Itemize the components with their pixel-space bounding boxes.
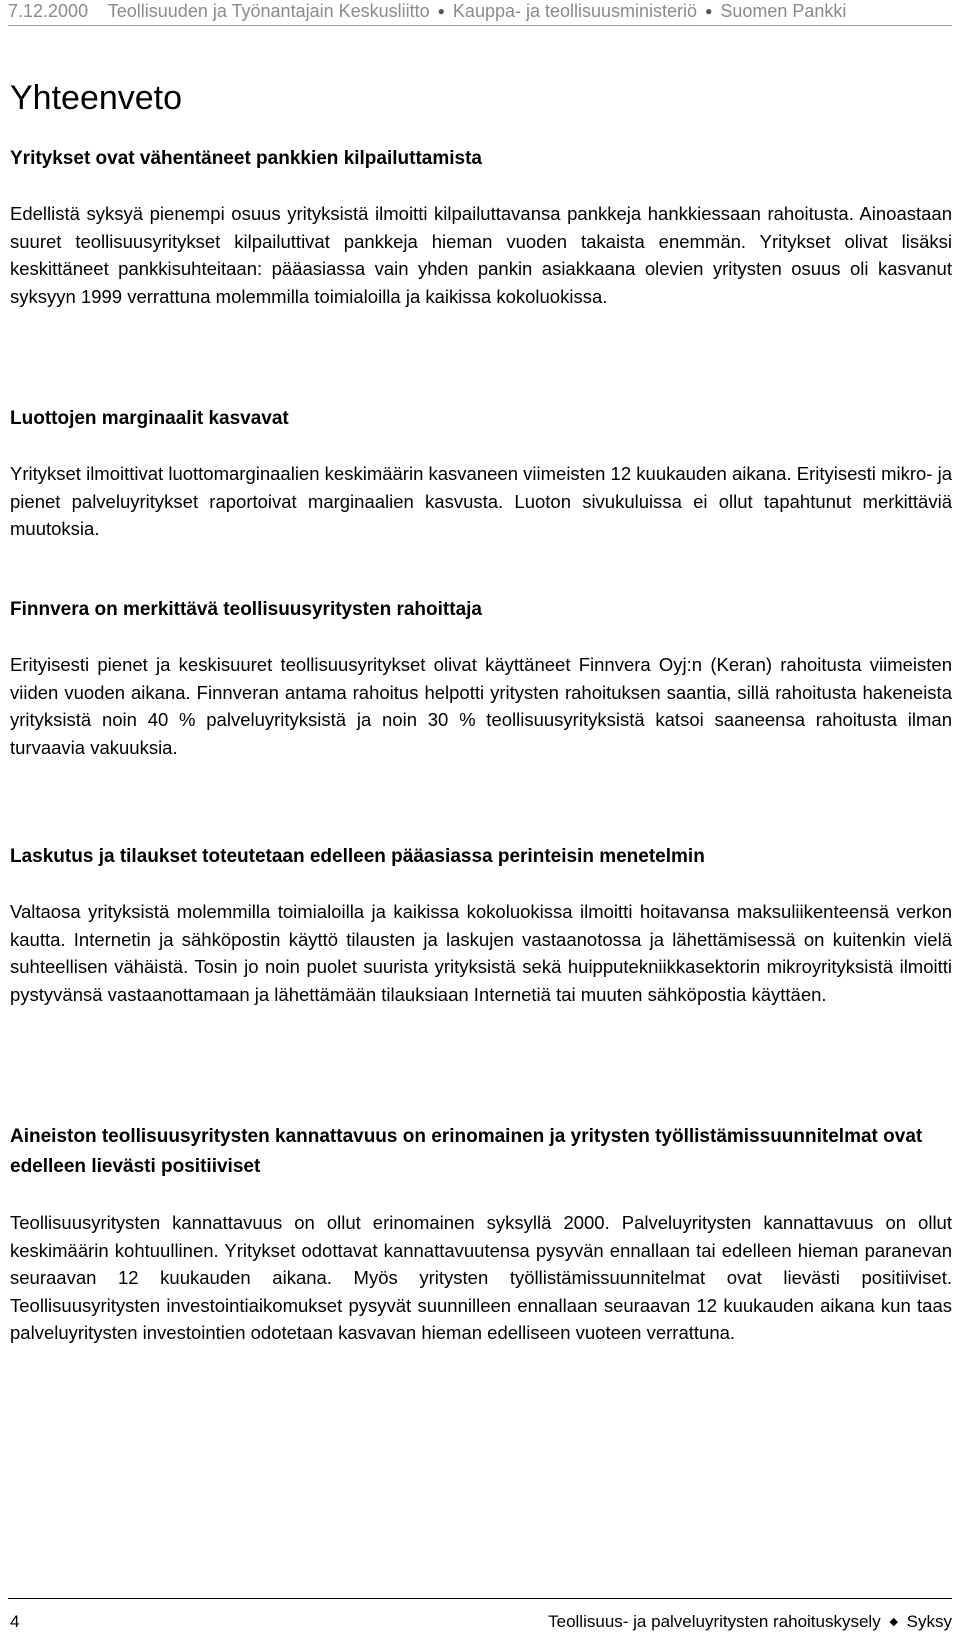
section-paragraph: Edellistä syksyä pienempi osuus yrityksistä ilmoitti kilpailuttavansa pankkeja hankkiessaan rahoitusta. Ainoastaan suuret teollisuusyritykset kilpailuttivat pankkeja hieman vuoden takaista enemmän. Yritykset olivat lisäksi keskittäneet pankkisuhteitaan: pääasiassa vain yhden pankin asiakkaana olevien yritysten osuus oli kasvanut syksyyn 1999 verrattuna molemmilla toimialoilla ja kaikissa kokoluokissa. bbox=[10, 203, 952, 307]
bullet-icon: ● bbox=[705, 4, 713, 18]
running-header bbox=[0, 0, 960, 28]
section-heading: Yritykset ovat vähentäneet pankkien kilpailuttamista bbox=[10, 148, 483, 169]
running-footer bbox=[0, 1598, 960, 1639]
diamond-icon: ◆ bbox=[889, 1616, 898, 1628]
section-paragraph: Yritykset ilmoittivat luottomarginaalien keskimäärin kasvaneen viimeisten 12 kuukauden aikana. Erityisesti mikro- ja pienet palveluyritykset raportoivat marginaalien kasvusta. Luoton sivukuluissa ei ollut tapahtunut merkittäviä muutoksia. bbox=[10, 463, 952, 539]
header-text bbox=[8, 0, 846, 22]
section-paragraph: Teollisuusyritysten kannattavuus on ollut erinomainen syksyllä 2000. Palveluyritysten kannattavuus on ollut keskimäärin kohtuullinen. Yritykset odottavat kannattavuutensa pysyvän ennallaan tai edelleen hieman paranevan seuraavan 12 kuukauden aikana. Myös yritysten työllistämissuunnitelmat ovat lievästi positiiviset. Teollisuusyritysten investointiaikomukset pysyvät suunnilleen ennallaan seuraavan 12 kuukauden aikana kun taas palveluyritysten investointien odotetaan kasvavan hieman edelliseen vuoteen verrattuna. bbox=[10, 1212, 952, 1343]
footer-season: Syksy bbox=[906, 1612, 952, 1631]
page-number: 4 bbox=[10, 1612, 20, 1631]
header-org-1: Teollisuuden ja Työnantajain Keskusliitto bbox=[107, 1, 430, 21]
page-title: Yhteenveto bbox=[10, 79, 183, 117]
section-laskutus-ja-tilaukset bbox=[10, 843, 952, 1008]
header-date: 7.12.2000 bbox=[8, 1, 89, 21]
footer-rule bbox=[8, 1598, 952, 1599]
section-paragraph: Erityisesti pienet ja keskisuuret teollisuusyritykset olivat käyttäneet Finnvera Oyj:n (Keran) rahoitusta viimeisten viiden vuoden aikana. Finnveran antama rahoitus helpotti yritysten rahoituksen saantia, sillä rahoitusta hakeneista yrityksistä noin 40 % palveluyrityksistä ja noin 30 % teollisuusyrityksistä katsoi saaneensa rahoitusta ilman turvaavia vakuuksia. bbox=[10, 654, 952, 758]
section-pankkien-kilpailuttaminen bbox=[10, 145, 952, 310]
section-luottojen-marginaalit bbox=[10, 405, 952, 543]
section-heading: Luottojen marginaalit kasvavat bbox=[10, 408, 289, 429]
header-org-3: Suomen Pankki bbox=[720, 1, 847, 21]
header-rule bbox=[8, 25, 952, 26]
section-heading: Finnvera on merkittävä teollisuusyritysten rahoittaja bbox=[10, 599, 482, 620]
section-finnvera bbox=[10, 596, 952, 761]
footer-title: Teollisuus- ja palveluyritysten rahoituskysely bbox=[548, 1612, 881, 1631]
section-kannattavuus bbox=[10, 1122, 952, 1347]
header-org-2: Kauppa- ja teollisuusministeriö bbox=[452, 1, 698, 21]
section-heading: Laskutus ja tilaukset toteutetaan edelleen pääasiassa perinteisin menetelmin bbox=[10, 846, 705, 867]
footer-text bbox=[548, 1611, 952, 1633]
bullet-icon: ● bbox=[437, 4, 445, 18]
section-paragraph: Valtaosa yrityksistä molemmilla toimialoilla ja kaikissa kokoluokissa ilmoitti hoitavansa maksuliikenteensä verkon kautta. Internetin ja sähköpostin käyttö tilausten ja laskujen vastaanotossa ja lähettämisessä on kuitenkin vielä suhteellisen vähäistä. Tosin jo noin puolet suurista yrityksistä sekä huipputekniikkasektorin mikroyrityksistä ilmoitti pystyvänsä vastaanottamaan ja lähettämään tilauksiaan Internetiä tai muuten sähköpostia käyttäen. bbox=[10, 901, 952, 1005]
section-heading: Aineiston teollisuusyritysten kannattavuus on erinomainen ja yritysten työllistämissuunnitelmat ovat edelleen lievästi positiiviset bbox=[10, 1126, 923, 1177]
